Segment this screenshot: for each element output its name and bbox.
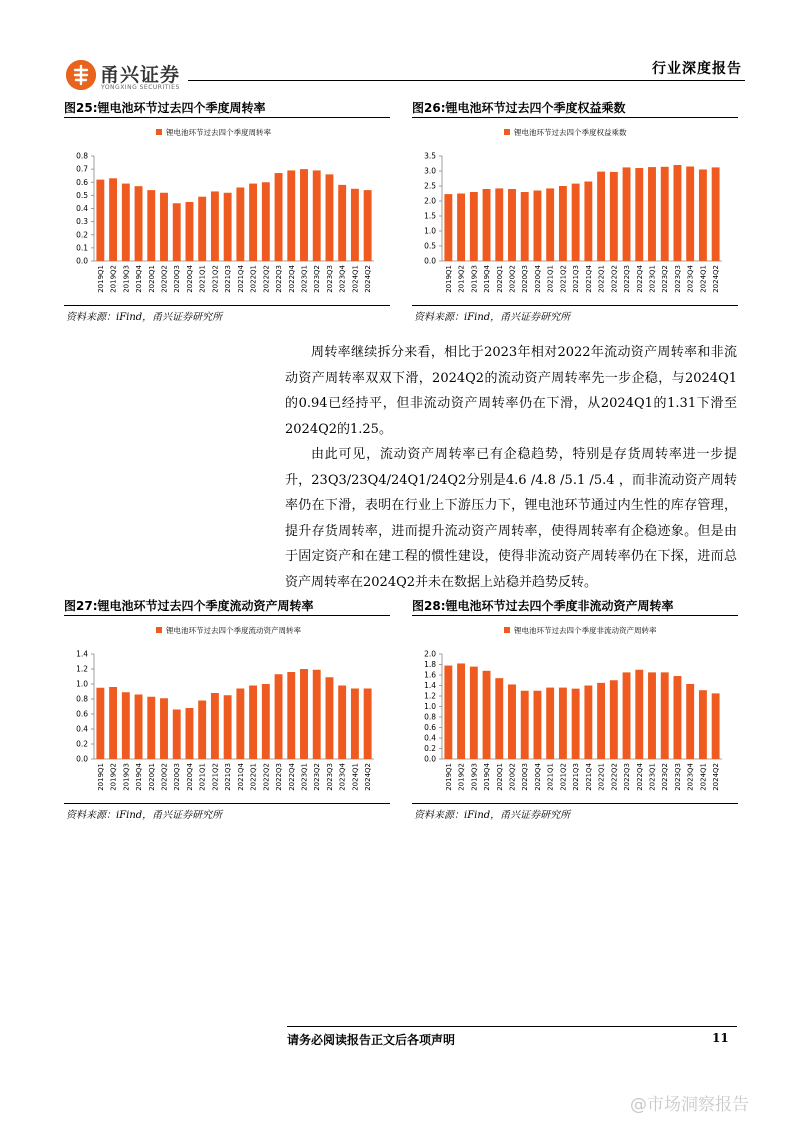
x-tick-label: 2020Q2 xyxy=(160,763,169,791)
bar xyxy=(364,689,372,760)
x-tick-label: 2020Q4 xyxy=(185,265,194,293)
y-tick-label: 0.8 xyxy=(76,694,88,704)
bar xyxy=(287,170,295,261)
bar xyxy=(648,672,656,759)
y-tick-label: 1.6 xyxy=(424,670,436,680)
bar xyxy=(313,670,321,759)
x-tick-label: 2024Q2 xyxy=(712,763,721,791)
bar xyxy=(109,687,117,759)
x-tick-label: 2021Q2 xyxy=(559,265,568,293)
bar xyxy=(610,680,618,759)
y-tick-label: 1.0 xyxy=(424,226,436,236)
x-tick-label: 2022Q1 xyxy=(597,763,606,791)
x-tick-label: 2019Q2 xyxy=(109,265,118,293)
bar xyxy=(559,688,567,759)
paragraph: 由此可见，流动资产周转率已有企稳趋势，特别是存货周转率进一步提升，23Q3/23Q4/24Q1/24Q2分别是4.6 /4.8 /5.1 /5.4 ，而非流动资产周转率仍在下滑，表明在行业上下游压力下，锂电池环节通过内生性的库存管理，提升存货周转率，进而提升流动资产周转率，使得周转率有企稳迹象。但是由于固定资产和在建工程的惯性建设，使得非流动资产周转率仍在下探，进而总资产周转率在2024Q2并未在数据上站稳并趋势反转。 xyxy=(285,447,737,590)
x-tick-label: 2019Q3 xyxy=(470,763,479,791)
chart-noncurrent-asset-turnover xyxy=(412,618,738,803)
bar xyxy=(173,710,181,760)
watermark: @市场洞察报告 xyxy=(630,1095,749,1115)
chart-equity-multiplier xyxy=(412,120,738,305)
figure-source: 资料来源：iFind，甬兴证券研究所 xyxy=(66,810,223,821)
source-divider xyxy=(412,803,738,804)
bar xyxy=(572,184,580,261)
bar xyxy=(224,193,232,261)
y-tick-label: 0.8 xyxy=(76,151,88,161)
x-tick-label: 2023Q2 xyxy=(661,763,670,791)
y-tick-label: 0.0 xyxy=(76,754,88,764)
bar xyxy=(275,674,283,759)
x-tick-label: 2022Q3 xyxy=(623,763,632,791)
x-tick-label: 2024Q2 xyxy=(712,265,721,293)
y-tick-label: 0.4 xyxy=(76,204,88,213)
y-tick-label: 0.2 xyxy=(76,230,88,240)
logo-icon xyxy=(66,60,96,90)
x-tick-label: 2023Q1 xyxy=(648,763,657,791)
bar xyxy=(198,197,206,261)
figure-title-divider xyxy=(64,615,390,616)
y-tick-label: 3.0 xyxy=(424,166,436,176)
figure-title: 图26:锂电池环节过去四个季度权益乘数 xyxy=(412,101,626,115)
bar xyxy=(699,170,707,262)
y-tick-label: 1.8 xyxy=(424,660,436,669)
x-tick-label: 2021Q4 xyxy=(584,763,593,791)
bar xyxy=(635,168,643,261)
bar xyxy=(135,186,143,261)
bar xyxy=(597,172,605,261)
bar xyxy=(712,167,720,261)
x-tick-label: 2022Q4 xyxy=(635,265,644,293)
x-tick-label: 2019Q2 xyxy=(457,763,466,791)
bar xyxy=(300,169,308,261)
y-tick-label: 1.2 xyxy=(76,664,88,674)
bar xyxy=(338,686,346,760)
x-tick-label: 2022Q4 xyxy=(287,265,296,293)
x-tick-label: 2022Q1 xyxy=(597,265,606,293)
x-tick-label: 2020Q1 xyxy=(495,265,504,293)
y-tick-label: 2.0 xyxy=(424,649,436,659)
y-tick-label: 0.3 xyxy=(76,217,88,227)
x-tick-label: 2023Q1 xyxy=(300,265,309,293)
figure-source: 资料来源：iFind，甬兴证券研究所 xyxy=(414,810,571,821)
bar xyxy=(534,691,542,759)
bar xyxy=(584,182,592,262)
y-tick-label: 0.6 xyxy=(76,177,88,187)
x-tick-label: 2019Q1 xyxy=(444,763,453,791)
bar xyxy=(470,192,478,261)
bar xyxy=(699,690,707,759)
x-tick-label: 2023Q2 xyxy=(313,265,322,293)
x-tick-label: 2022Q1 xyxy=(249,265,258,293)
x-tick-label: 2023Q4 xyxy=(686,763,695,791)
figure-source: 资料来源：iFind，甬兴证券研究所 xyxy=(414,312,571,323)
legend-swatch xyxy=(504,129,510,135)
y-tick-label: 0.0 xyxy=(76,256,88,266)
y-tick-label: 0.4 xyxy=(76,724,88,734)
bar xyxy=(326,174,334,261)
bar xyxy=(147,697,155,759)
x-tick-label: 2024Q2 xyxy=(364,763,373,791)
y-tick-label: 0.0 xyxy=(424,256,436,266)
x-tick-label: 2024Q1 xyxy=(351,265,360,293)
x-tick-label: 2021Q2 xyxy=(211,763,220,791)
x-tick-label: 2019Q1 xyxy=(96,265,105,293)
bar xyxy=(457,663,465,759)
bar xyxy=(635,670,643,759)
bar xyxy=(135,695,143,760)
bar xyxy=(326,677,334,759)
bar xyxy=(236,689,244,760)
y-tick-label: 0.5 xyxy=(424,241,436,251)
bar xyxy=(483,671,491,759)
bar xyxy=(160,193,168,261)
bar xyxy=(186,202,194,261)
x-tick-label: 2024Q1 xyxy=(351,763,360,791)
y-tick-label: 0.5 xyxy=(76,190,88,200)
y-tick-label: 0.2 xyxy=(424,744,436,753)
y-tick-label: 1.2 xyxy=(424,691,436,701)
x-tick-label: 2024Q1 xyxy=(699,763,708,791)
y-tick-label: 0.2 xyxy=(76,739,88,749)
legend-swatch xyxy=(504,627,510,633)
legend-label: 锂电池环节过去四个季度周转率 xyxy=(166,128,271,137)
y-tick-label: 1.4 xyxy=(424,681,436,690)
x-tick-label: 2023Q4 xyxy=(338,763,347,791)
x-tick-label: 2021Q2 xyxy=(559,763,568,791)
figure-title: 图25:锂电池环节过去四个季度周转率 xyxy=(64,101,266,115)
bar xyxy=(623,167,631,261)
bar xyxy=(610,172,618,261)
x-tick-label: 2020Q3 xyxy=(521,265,530,293)
x-tick-label: 2020Q3 xyxy=(173,265,182,293)
bar xyxy=(648,167,656,261)
x-tick-label: 2019Q3 xyxy=(122,763,131,791)
x-tick-label: 2022Q2 xyxy=(262,763,271,791)
bar xyxy=(457,194,465,262)
y-tick-label: 2.0 xyxy=(424,196,436,206)
x-tick-label: 2021Q1 xyxy=(198,265,207,293)
y-tick-label: 0.4 xyxy=(424,733,436,743)
figure-title: 图27:锂电池环节过去四个季度流动资产周转率 xyxy=(64,599,314,613)
bar xyxy=(351,189,359,261)
page-number: 11 xyxy=(712,1031,729,1045)
bar xyxy=(313,170,321,261)
x-tick-label: 2020Q1 xyxy=(147,265,156,293)
x-tick-label: 2023Q2 xyxy=(313,763,322,791)
x-tick-label: 2022Q3 xyxy=(623,265,632,293)
y-tick-label: 1.5 xyxy=(424,211,436,221)
y-tick-label: 0.6 xyxy=(424,723,436,732)
header-divider xyxy=(188,80,745,81)
x-tick-label: 2023Q1 xyxy=(648,265,657,293)
bar xyxy=(122,184,130,261)
bar xyxy=(364,190,372,261)
bar xyxy=(674,165,682,261)
figure-title-divider xyxy=(412,615,738,616)
x-tick-label: 2024Q2 xyxy=(364,265,373,293)
x-tick-label: 2019Q1 xyxy=(444,265,453,293)
legend-label: 锂电池环节过去四个季度非流动资产周转率 xyxy=(514,626,657,635)
chart-current-asset-turnover xyxy=(64,618,390,803)
figure-title: 图28:锂电池环节过去四个季度非流动资产周转率 xyxy=(412,599,674,613)
x-tick-label: 2021Q3 xyxy=(224,763,233,791)
x-tick-label: 2020Q2 xyxy=(160,265,169,293)
x-tick-label: 2023Q3 xyxy=(325,265,334,293)
legend-swatch xyxy=(156,129,162,135)
x-tick-label: 2022Q4 xyxy=(287,763,296,791)
x-tick-label: 2022Q3 xyxy=(275,763,284,791)
x-tick-label: 2019Q2 xyxy=(109,763,118,791)
x-tick-label: 2021Q4 xyxy=(236,763,245,791)
bar xyxy=(173,203,181,261)
y-tick-label: 1.0 xyxy=(76,679,88,689)
x-tick-label: 2020Q2 xyxy=(508,265,517,293)
x-tick-label: 2021Q4 xyxy=(584,265,593,293)
bar xyxy=(287,672,295,759)
y-tick-label: 0.7 xyxy=(76,164,88,174)
x-tick-label: 2020Q3 xyxy=(173,763,182,791)
bar xyxy=(109,178,117,261)
x-tick-label: 2019Q3 xyxy=(470,265,479,293)
company-name: 甬兴证券 xyxy=(100,64,181,86)
bar xyxy=(508,684,516,759)
x-tick-label: 2022Q1 xyxy=(249,763,258,791)
x-tick-label: 2021Q1 xyxy=(546,265,555,293)
bar xyxy=(262,684,270,759)
bar xyxy=(495,188,503,261)
footer-divider xyxy=(287,1026,737,1027)
x-tick-label: 2022Q2 xyxy=(610,763,619,791)
x-tick-label: 2021Q3 xyxy=(224,265,233,293)
bar xyxy=(338,185,346,261)
x-tick-label: 2022Q2 xyxy=(610,265,619,293)
bar xyxy=(495,678,503,759)
x-tick-label: 2019Q2 xyxy=(457,265,466,293)
bar xyxy=(572,689,580,759)
x-tick-label: 2021Q2 xyxy=(211,265,220,293)
x-tick-label: 2023Q1 xyxy=(300,763,309,791)
bar xyxy=(351,689,359,760)
bar xyxy=(96,180,104,261)
y-tick-label: 3.5 xyxy=(424,151,436,161)
legend-label: 锂电池环节过去四个季度权益乘数 xyxy=(514,128,627,137)
y-tick-label: 2.5 xyxy=(424,181,436,191)
bar xyxy=(584,686,592,760)
x-tick-label: 2021Q1 xyxy=(546,763,555,791)
y-tick-label: 0.6 xyxy=(76,709,88,719)
x-tick-label: 2019Q4 xyxy=(483,265,492,293)
bar xyxy=(224,695,232,759)
bar xyxy=(674,676,682,759)
bar xyxy=(508,189,516,261)
x-tick-label: 2021Q3 xyxy=(572,265,581,293)
legend-label: 锂电池环节过去四个季度流动资产周转率 xyxy=(166,626,301,635)
paragraph: 周转率继续拆分来看，相比于2023年相对2022年流动资产周转率和非流动资产周转率双双下滑，2024Q2的流动资产周转率先一步企稳，与2024Q1的0.94已经持平，但非流动资产周转率仍在下滑，从2024Q1的1.31下滑至2024Q2的1.25。 xyxy=(285,345,737,437)
company-name-en: YONGXING SECURITIES xyxy=(101,84,180,91)
x-tick-label: 2020Q3 xyxy=(521,763,530,791)
x-tick-label: 2021Q1 xyxy=(198,763,207,791)
y-tick-label: 0.8 xyxy=(424,712,436,722)
x-tick-label: 2020Q4 xyxy=(185,763,194,791)
x-tick-label: 2022Q4 xyxy=(635,763,644,791)
bar xyxy=(122,692,130,759)
source-divider xyxy=(64,305,390,306)
bar xyxy=(686,684,694,759)
x-tick-label: 2021Q4 xyxy=(236,265,245,293)
bar xyxy=(444,666,452,759)
bar xyxy=(521,192,529,261)
figure-title-divider xyxy=(412,117,738,118)
bar xyxy=(236,188,244,262)
bar xyxy=(470,667,478,759)
bar xyxy=(534,191,542,262)
x-tick-label: 2019Q1 xyxy=(96,763,105,791)
bar xyxy=(661,167,669,261)
source-divider xyxy=(64,803,390,804)
bar xyxy=(249,184,257,261)
body-text xyxy=(285,340,737,595)
bar xyxy=(186,708,194,759)
x-tick-label: 2022Q2 xyxy=(262,265,271,293)
y-tick-label: 1.4 xyxy=(76,649,88,659)
bar xyxy=(300,669,308,759)
bar xyxy=(597,683,605,759)
bar xyxy=(160,698,168,759)
bar xyxy=(546,188,554,261)
x-tick-label: 2019Q4 xyxy=(483,763,492,791)
legend-swatch xyxy=(156,627,162,633)
figure-title-divider xyxy=(64,117,390,118)
source-divider xyxy=(412,305,738,306)
x-tick-label: 2021Q3 xyxy=(572,763,581,791)
bar xyxy=(444,194,452,261)
bar xyxy=(521,691,529,759)
y-tick-label: 0.1 xyxy=(76,243,88,253)
x-tick-label: 2020Q1 xyxy=(147,763,156,791)
bar xyxy=(198,701,206,760)
x-tick-label: 2020Q4 xyxy=(533,265,542,293)
x-tick-label: 2019Q4 xyxy=(135,763,144,791)
y-tick-label: 0.0 xyxy=(424,754,436,764)
footer-disclaimer: 请务必阅读报告正文后各项声明 xyxy=(287,1033,456,1047)
x-tick-label: 2023Q4 xyxy=(338,265,347,293)
x-tick-label: 2020Q4 xyxy=(533,763,542,791)
bar xyxy=(211,191,219,261)
bar xyxy=(661,672,669,759)
x-tick-label: 2023Q3 xyxy=(673,265,682,293)
figure-source: 资料来源：iFind，甬兴证券研究所 xyxy=(66,312,223,323)
x-tick-label: 2019Q3 xyxy=(122,265,131,293)
y-tick-label: 1.0 xyxy=(424,702,436,711)
x-tick-label: 2020Q2 xyxy=(508,763,517,791)
x-tick-label: 2023Q4 xyxy=(686,265,695,293)
bar xyxy=(546,688,554,759)
bar xyxy=(483,189,491,261)
bar xyxy=(262,182,270,261)
x-tick-label: 2023Q3 xyxy=(673,763,682,791)
x-tick-label: 2024Q1 xyxy=(699,265,708,293)
bar xyxy=(147,190,155,261)
x-tick-label: 2023Q3 xyxy=(325,763,334,791)
x-tick-label: 2022Q3 xyxy=(275,265,284,293)
x-tick-label: 2023Q2 xyxy=(661,265,670,293)
x-tick-label: 2020Q1 xyxy=(495,763,504,791)
x-tick-label: 2019Q4 xyxy=(135,265,144,293)
bar xyxy=(275,173,283,261)
bar xyxy=(559,186,567,261)
bar xyxy=(623,672,631,759)
bar xyxy=(96,688,104,759)
bar xyxy=(249,686,257,760)
bar xyxy=(211,693,219,759)
bar xyxy=(712,693,720,759)
report-type: 行业深度报告 xyxy=(652,61,742,77)
bar xyxy=(686,167,694,262)
chart-turnover xyxy=(64,120,390,305)
